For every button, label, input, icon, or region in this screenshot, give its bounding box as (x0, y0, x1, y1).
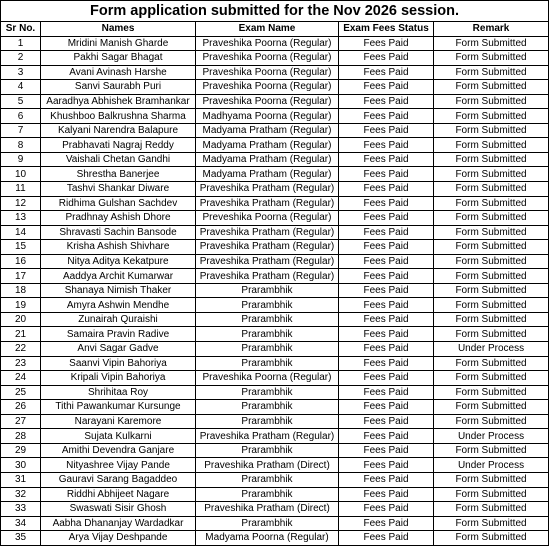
cell-name: Shanaya Nimish Thaker (41, 283, 196, 298)
cell-sr-no: 33 (1, 502, 41, 517)
cell-exam-name: Prarambhik (196, 327, 339, 342)
table-row (1, 94, 549, 109)
cell-exam-name: Praveshika Pratham (Direct) (196, 458, 339, 473)
table-row (1, 123, 549, 138)
cell-name: Shrihitaa Roy (41, 385, 196, 400)
cell-sr-no: 1 (1, 36, 41, 51)
cell-fees-status: Fees Paid (339, 65, 434, 80)
table-row (1, 254, 549, 269)
cell-fees-status: Fees Paid (339, 240, 434, 255)
cell-name: Nityashree Vijay Pande (41, 458, 196, 473)
cell-sr-no: 35 (1, 531, 41, 546)
cell-exam-name: Prarambhik (196, 283, 339, 298)
table-row (1, 327, 549, 342)
cell-sr-no: 20 (1, 312, 41, 327)
cell-exam-name: Praveshika Pratham (Regular) (196, 269, 339, 284)
cell-name: Amyra Ashwin Mendhe (41, 298, 196, 313)
cell-sr-no: 10 (1, 167, 41, 182)
cell-exam-name: Praveshika Pratham (Regular) (196, 254, 339, 269)
cell-sr-no: 18 (1, 283, 41, 298)
cell-name: Kripali Vipin Bahoriya (41, 371, 196, 386)
cell-fees-status: Fees Paid (339, 385, 434, 400)
cell-fees-status: Fees Paid (339, 327, 434, 342)
cell-remark: Form Submitted (434, 138, 549, 153)
cell-exam-name: Praveshika Pratham (Direct) (196, 502, 339, 517)
cell-sr-no: 15 (1, 240, 41, 255)
cell-remark: Form Submitted (434, 36, 549, 51)
cell-sr-no: 32 (1, 487, 41, 502)
cell-sr-no: 21 (1, 327, 41, 342)
cell-sr-no: 4 (1, 80, 41, 95)
table-row (1, 269, 549, 284)
cell-fees-status: Fees Paid (339, 138, 434, 153)
cell-exam-name: Praveshika Pratham (Regular) (196, 240, 339, 255)
cell-exam-name: Praveshika Pratham (Regular) (196, 182, 339, 197)
header-names: Names (41, 22, 196, 37)
cell-fees-status: Fees Paid (339, 182, 434, 197)
cell-remark: Form Submitted (434, 472, 549, 487)
cell-remark: Form Submitted (434, 80, 549, 95)
cell-exam-name: Prarambhik (196, 342, 339, 357)
cell-fees-status: Fees Paid (339, 283, 434, 298)
cell-name: Gauravi Sarang Bagaddeo (41, 472, 196, 487)
cell-remark: Under Process (434, 429, 549, 444)
cell-fees-status: Fees Paid (339, 458, 434, 473)
table-row (1, 312, 549, 327)
cell-exam-name: Madyama Pratham (Regular) (196, 138, 339, 153)
table-row (1, 182, 549, 197)
table-body (1, 36, 549, 545)
table-row (1, 196, 549, 211)
cell-sr-no: 14 (1, 225, 41, 240)
cell-sr-no: 12 (1, 196, 41, 211)
cell-remark: Form Submitted (434, 167, 549, 182)
cell-name: Shrestha Banerjee (41, 167, 196, 182)
cell-fees-status: Fees Paid (339, 36, 434, 51)
table-row (1, 429, 549, 444)
cell-sr-no: 29 (1, 443, 41, 458)
table-row (1, 502, 549, 517)
cell-name: Swaswati Sisir Ghosh (41, 502, 196, 517)
title-row (1, 1, 549, 22)
cell-fees-status: Fees Paid (339, 269, 434, 284)
table-row (1, 65, 549, 80)
cell-name: Arya Vijay Deshpande (41, 531, 196, 546)
cell-sr-no: 7 (1, 123, 41, 138)
cell-remark: Under Process (434, 342, 549, 357)
cell-name: Kalyani Narendra Balapure (41, 123, 196, 138)
table-row (1, 298, 549, 313)
cell-exam-name: Prarambhik (196, 472, 339, 487)
cell-sr-no: 2 (1, 51, 41, 66)
cell-fees-status: Fees Paid (339, 472, 434, 487)
cell-sr-no: 28 (1, 429, 41, 444)
cell-fees-status: Fees Paid (339, 371, 434, 386)
cell-fees-status: Fees Paid (339, 80, 434, 95)
cell-remark: Form Submitted (434, 385, 549, 400)
cell-sr-no: 26 (1, 400, 41, 415)
cell-remark: Form Submitted (434, 531, 549, 546)
cell-sr-no: 31 (1, 472, 41, 487)
cell-exam-name: Praveshika Pratham (Regular) (196, 196, 339, 211)
table-row (1, 109, 549, 124)
cell-exam-name: Madyama Pratham (Regular) (196, 152, 339, 167)
table-row (1, 138, 549, 153)
cell-remark: Form Submitted (434, 94, 549, 109)
cell-name: Tashvi Shankar Diware (41, 182, 196, 197)
cell-name: Pakhi Sagar Bhagat (41, 51, 196, 66)
cell-sr-no: 23 (1, 356, 41, 371)
cell-sr-no: 34 (1, 516, 41, 531)
cell-fees-status: Fees Paid (339, 94, 434, 109)
cell-name: Tithi Pawankumar Kursunge (41, 400, 196, 415)
cell-remark: Form Submitted (434, 327, 549, 342)
cell-name: Aaradhya Abhishek Bramhankar (41, 94, 196, 109)
cell-remark: Form Submitted (434, 240, 549, 255)
cell-sr-no: 24 (1, 371, 41, 386)
cell-remark: Form Submitted (434, 487, 549, 502)
cell-remark: Form Submitted (434, 65, 549, 80)
cell-exam-name: Preveshika Poorna (Regular) (196, 211, 339, 226)
cell-sr-no: 11 (1, 182, 41, 197)
cell-name: Amithi Devendra Ganjare (41, 443, 196, 458)
cell-remark: Form Submitted (434, 371, 549, 386)
table-row (1, 211, 549, 226)
cell-remark: Form Submitted (434, 211, 549, 226)
cell-exam-name: Praveshika Poorna (Regular) (196, 51, 339, 66)
table-row (1, 167, 549, 182)
cell-exam-name: Praveshika Pratham (Regular) (196, 225, 339, 240)
cell-exam-name: Prarambhik (196, 356, 339, 371)
cell-sr-no: 19 (1, 298, 41, 313)
cell-exam-name: Praveshika Poorna (Regular) (196, 94, 339, 109)
cell-name: Aabha Dhananjay Wardadkar (41, 516, 196, 531)
table-row (1, 342, 549, 357)
cell-name: Ridhima Gulshan Sachdev (41, 196, 196, 211)
table-title: Form application submitted for the Nov 2026 session. (1, 1, 549, 22)
cell-exam-name: Prarambhik (196, 443, 339, 458)
cell-exam-name: Prarambhik (196, 414, 339, 429)
cell-sr-no: 17 (1, 269, 41, 284)
cell-exam-name: Prarambhik (196, 385, 339, 400)
cell-sr-no: 5 (1, 94, 41, 109)
header-exam-name: Exam Name (196, 22, 339, 37)
cell-sr-no: 22 (1, 342, 41, 357)
table-row (1, 240, 549, 255)
cell-remark: Form Submitted (434, 414, 549, 429)
table-row (1, 472, 549, 487)
table-row (1, 400, 549, 415)
cell-exam-name: Praveshika Pratham (Regular) (196, 429, 339, 444)
table-row (1, 531, 549, 546)
cell-fees-status: Fees Paid (339, 254, 434, 269)
table-row (1, 152, 549, 167)
cell-exam-name: Praveshika Poorna (Regular) (196, 36, 339, 51)
cell-fees-status: Fees Paid (339, 196, 434, 211)
cell-name: Krisha Ashish Shivhare (41, 240, 196, 255)
cell-name: Shravasti Sachin Bansode (41, 225, 196, 240)
cell-exam-name: Praveshika Poorna (Regular) (196, 80, 339, 95)
cell-exam-name: Prarambhik (196, 400, 339, 415)
table-row (1, 443, 549, 458)
cell-name: Khushboo Balkrushna Sharma (41, 109, 196, 124)
cell-exam-name: Prarambhik (196, 487, 339, 502)
cell-remark: Form Submitted (434, 51, 549, 66)
header-row (1, 22, 549, 37)
cell-remark: Form Submitted (434, 196, 549, 211)
cell-remark: Form Submitted (434, 225, 549, 240)
cell-exam-name: Prarambhik (196, 298, 339, 313)
cell-sr-no: 25 (1, 385, 41, 400)
cell-remark: Form Submitted (434, 182, 549, 197)
cell-name: Nitya Aditya Kekatpure (41, 254, 196, 269)
cell-remark: Form Submitted (434, 356, 549, 371)
cell-fees-status: Fees Paid (339, 109, 434, 124)
cell-exam-name: Praveshika Poorna (Regular) (196, 371, 339, 386)
table-row (1, 225, 549, 240)
cell-name: Mridini Manish Gharde (41, 36, 196, 51)
cell-name: Vaishali Chetan Gandhi (41, 152, 196, 167)
cell-fees-status: Fees Paid (339, 342, 434, 357)
cell-fees-status: Fees Paid (339, 502, 434, 517)
cell-fees-status: Fees Paid (339, 225, 434, 240)
cell-remark: Form Submitted (434, 152, 549, 167)
table-row (1, 516, 549, 531)
table-row (1, 51, 549, 66)
cell-fees-status: Fees Paid (339, 51, 434, 66)
table-row (1, 283, 549, 298)
cell-fees-status: Fees Paid (339, 429, 434, 444)
cell-fees-status: Fees Paid (339, 211, 434, 226)
cell-name: Sanvi Saurabh Puri (41, 80, 196, 95)
cell-sr-no: 9 (1, 152, 41, 167)
cell-remark: Form Submitted (434, 443, 549, 458)
table-row (1, 356, 549, 371)
cell-fees-status: Fees Paid (339, 487, 434, 502)
cell-name: Prabhavati Nagraj Reddy (41, 138, 196, 153)
cell-sr-no: 6 (1, 109, 41, 124)
cell-fees-status: Fees Paid (339, 298, 434, 313)
cell-name: Sujata Kulkarni (41, 429, 196, 444)
cell-remark: Form Submitted (434, 283, 549, 298)
cell-fees-status: Fees Paid (339, 400, 434, 415)
cell-fees-status: Fees Paid (339, 531, 434, 546)
table-row (1, 80, 549, 95)
cell-remark: Form Submitted (434, 312, 549, 327)
cell-remark: Form Submitted (434, 502, 549, 517)
cell-exam-name: Madhyama Poorna (Regular) (196, 109, 339, 124)
table-row (1, 385, 549, 400)
cell-fees-status: Fees Paid (339, 356, 434, 371)
cell-fees-status: Fees Paid (339, 167, 434, 182)
header-remark: Remark (434, 22, 549, 37)
table-row (1, 371, 549, 386)
cell-remark: Form Submitted (434, 400, 549, 415)
table-row (1, 487, 549, 502)
cell-remark: Under Process (434, 458, 549, 473)
cell-fees-status: Fees Paid (339, 443, 434, 458)
cell-remark: Form Submitted (434, 298, 549, 313)
cell-remark: Form Submitted (434, 109, 549, 124)
cell-sr-no: 16 (1, 254, 41, 269)
cell-sr-no: 30 (1, 458, 41, 473)
header-exam-fees-status: Exam Fees Status (339, 22, 434, 37)
cell-name: Saanvi Vipin Bahoriya (41, 356, 196, 371)
cell-fees-status: Fees Paid (339, 152, 434, 167)
cell-sr-no: 27 (1, 414, 41, 429)
cell-name: Aaddya Archit Kumarwar (41, 269, 196, 284)
cell-sr-no: 13 (1, 211, 41, 226)
header-sr-no: Sr No. (1, 22, 41, 37)
cell-exam-name: Prarambhik (196, 516, 339, 531)
cell-name: Pradhnay Ashish Dhore (41, 211, 196, 226)
table-row (1, 458, 549, 473)
cell-fees-status: Fees Paid (339, 312, 434, 327)
table-row (1, 414, 549, 429)
cell-remark: Form Submitted (434, 254, 549, 269)
cell-name: Zunairah Quraishi (41, 312, 196, 327)
cell-exam-name: Praveshika Poorna (Regular) (196, 65, 339, 80)
cell-exam-name: Madyama Pratham (Regular) (196, 123, 339, 138)
cell-fees-status: Fees Paid (339, 123, 434, 138)
cell-sr-no: 3 (1, 65, 41, 80)
cell-remark: Form Submitted (434, 123, 549, 138)
cell-name: Samaira Pravin Radive (41, 327, 196, 342)
cell-remark: Form Submitted (434, 516, 549, 531)
cell-sr-no: 8 (1, 138, 41, 153)
cell-name: Narayani Karemore (41, 414, 196, 429)
cell-fees-status: Fees Paid (339, 414, 434, 429)
cell-exam-name: Prarambhik (196, 312, 339, 327)
cell-name: Avani Avinash Harshe (41, 65, 196, 80)
cell-name: Anvi Sagar Gadve (41, 342, 196, 357)
cell-exam-name: Madyama Poorna (Regular) (196, 531, 339, 546)
cell-fees-status: Fees Paid (339, 516, 434, 531)
cell-remark: Form Submitted (434, 269, 549, 284)
cell-exam-name: Madyama Pratham (Regular) (196, 167, 339, 182)
cell-name: Riddhi Abhijeet Nagare (41, 487, 196, 502)
table-row (1, 36, 549, 51)
